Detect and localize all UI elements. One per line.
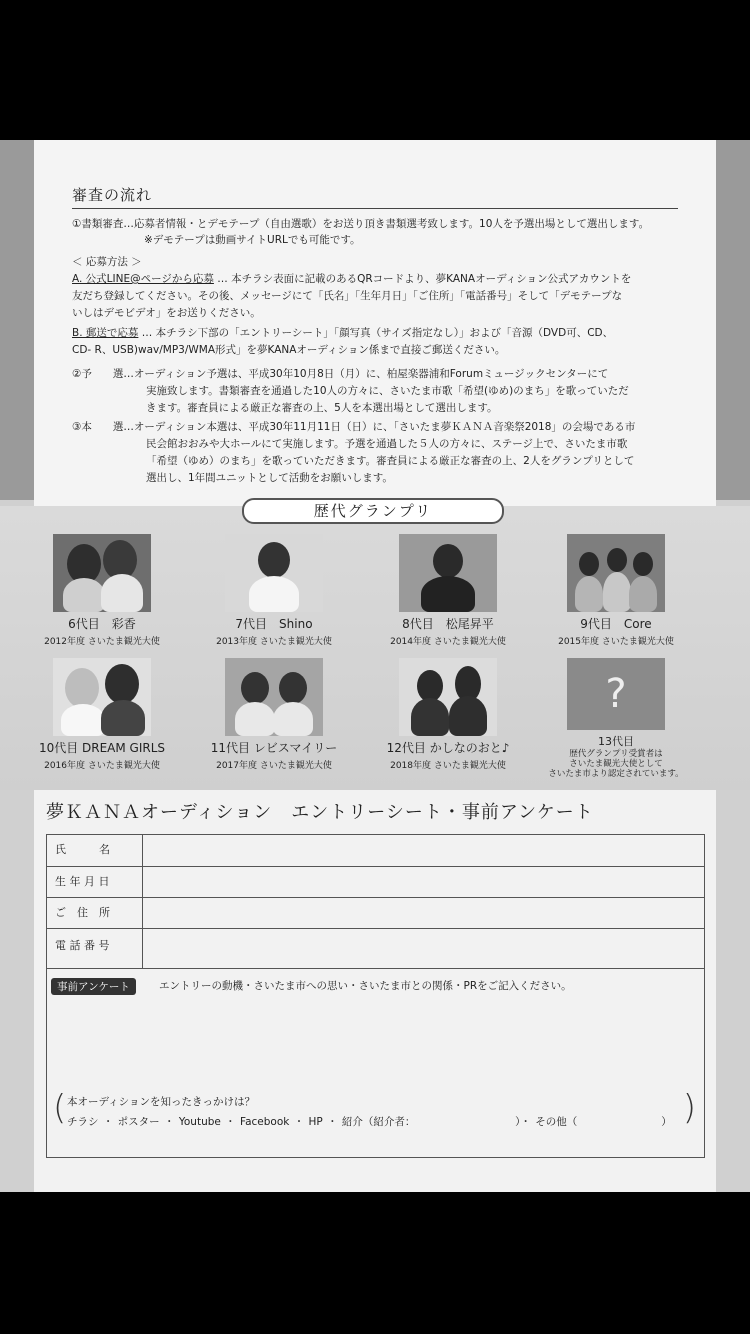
method-a-text: … 本チラシ表面に記載のあるQRコードより、夢KANAオーディション公式アカウントを [217, 273, 632, 285]
winner-name: 8代目 松尾昇平 [402, 617, 494, 631]
step2-line1: ②予 選…オーディション予選は、平成30年10月8日（月）に、柏屋楽器浦和Forumミュージックセンターにて [72, 368, 609, 380]
grandprix-item [536, 534, 696, 647]
grandprix-item [22, 658, 182, 771]
apply-heading: ＜ 応募方法 ＞ [72, 256, 142, 268]
review-flow-section [34, 140, 716, 506]
winner-name: 12代目 かしなのおと♪ [386, 741, 510, 755]
grandprix-item [194, 534, 354, 647]
grandprix-item [22, 534, 182, 647]
winner-year: 2013年度 さいたま観光大使 [216, 637, 332, 647]
winner-photo [225, 658, 323, 736]
winner-name: 11代目 レビスマイリー [210, 741, 338, 755]
phone-label: 電 話 番 号 [47, 929, 143, 968]
section-title: 審査の流れ [72, 186, 153, 204]
source-question: 本オーディションを知ったきっかけは？ [67, 1096, 255, 1108]
right-margin [716, 140, 750, 500]
step3-line2: 民会館おおみや大ホールにて実施します。予選を通過した５人の方々に、ステージ上で、さいたま市歌 [146, 438, 628, 450]
grandprix-next [536, 658, 696, 779]
grandprix-section [0, 502, 750, 790]
flyer-page [0, 140, 750, 1192]
survey-box[interactable] [46, 968, 705, 1158]
next-note-2: さいたま観光大使として [569, 759, 663, 769]
method-b-label: B. 郵送で応募 [72, 327, 139, 339]
survey-prompt: エントリーの動機・さいたま市への思い・さいたま市との関係・PRをご記入ください。 [159, 980, 572, 992]
method-a-label: A. 公式LINE@ページから応募 [72, 273, 214, 285]
survey-tag: 事前アンケート [51, 978, 136, 995]
name-field[interactable] [46, 834, 705, 867]
method-a-line2: 友だち登録してください。その後、メッセージにて「氏名」「生年月日」「ご住所」「電話番号」そして「デモテープな [72, 290, 623, 302]
winner-year: 2014年度 さいたま観光大使 [390, 637, 506, 647]
name-label: 氏 名 [47, 835, 143, 866]
winner-photo [399, 534, 497, 612]
winner-photo [225, 534, 323, 612]
winner-year: 2017年度 さいたま観光大使 [216, 761, 332, 771]
grandprix-title: 歴代グランプリ [242, 498, 504, 524]
winner-year: 2016年度 さいたま観光大使 [44, 761, 160, 771]
step2-line3: きます。審査員による厳正な審査の上、5人を本選出場として選出します。 [146, 402, 498, 414]
next-note-3: さいたま市より認定されています。 [548, 769, 684, 779]
winner-photo [53, 534, 151, 612]
grandprix-item [194, 658, 354, 771]
step2-line2: 実施致します。書類審査を通過した10人の方々に、さいたま市歌「希望(ゆめ)のまち」を歌っていただ [146, 385, 629, 397]
winner-photo [53, 658, 151, 736]
method-b-line1 [72, 325, 613, 342]
left-margin [0, 140, 34, 500]
entry-sheet-title: 夢ＫＡＮＡオーディション エントリーシート・事前アンケート [46, 802, 594, 823]
address-label: ご 住 所 [47, 898, 143, 928]
entry-sheet [34, 790, 716, 1192]
bracket-right: ) [682, 1088, 696, 1128]
winner-name: 9代目 Core [580, 617, 652, 631]
method-b-text: … 本チラシ下部の「エントリーシート」「顔写真（サイズ指定なし）」および「音源（DVD可、CD、 [141, 327, 614, 339]
grandprix-item [368, 658, 528, 771]
title-rule [72, 208, 678, 209]
step3-line4: 選出し、1年間ユニットとして活動をお願いします。 [146, 472, 393, 484]
phone-field[interactable] [46, 929, 705, 969]
method-a-line1 [72, 271, 631, 288]
step3-line3: 「希望（ゆめ）のまち」を歌っていただきます。審査員による厳正な審査の上、2人をグランプリとして [146, 455, 635, 467]
method-b-line2: CD- R、USB)wav/MP3/WMA形式」を夢KANAオーディション係まで直接ご郵送ください。 [72, 344, 506, 356]
winner-name: 7代目 Shino [235, 617, 313, 631]
next-note-1: 歴代グランプリ受賞者は [569, 749, 663, 759]
birthdate-label: 生 年 月 日 [47, 867, 143, 897]
step3-line1: ③本 選…オーディション本選は、平成30年11月11日（日）に、「さいたま夢ＫＡＮＡ音楽祭2018」の会場である市 [72, 421, 636, 433]
grandprix-item [368, 534, 528, 647]
next-winner-name: 13代目 [598, 735, 634, 748]
winner-photo [567, 534, 665, 612]
winner-name: 10代目 DREAM GIRLS [38, 741, 166, 755]
birthdate-field[interactable] [46, 867, 705, 898]
method-a-line3: いしはデモビデオ」をお送りください。 [72, 307, 261, 319]
step1-text: ①書類審査…応募者情報・とデモテープ（自由選歌）をお送り頂き書類選考致します。10人を予選出場として選出します。 [72, 218, 650, 230]
address-field[interactable] [46, 898, 705, 929]
winner-year: 2012年度 さいたま観光大使 [44, 637, 160, 647]
winner-photo [399, 658, 497, 736]
winner-year: 2018年度 さいたま観光大使 [390, 761, 506, 771]
winner-year: 2015年度 さいたま観光大使 [558, 637, 674, 647]
question-mark-placeholder: ? [567, 658, 665, 730]
bracket-left: ( [53, 1088, 67, 1128]
source-options: チラシ ・ ポスター ・ Youtube ・ Facebook ・ HP ・ 紹介（紹介者： ）・ その他（ ） [67, 1116, 672, 1128]
step1-note: ※デモテープは動画サイトURLでも可能です。 [144, 234, 361, 246]
winner-name: 6代目 彩香 [68, 617, 136, 631]
